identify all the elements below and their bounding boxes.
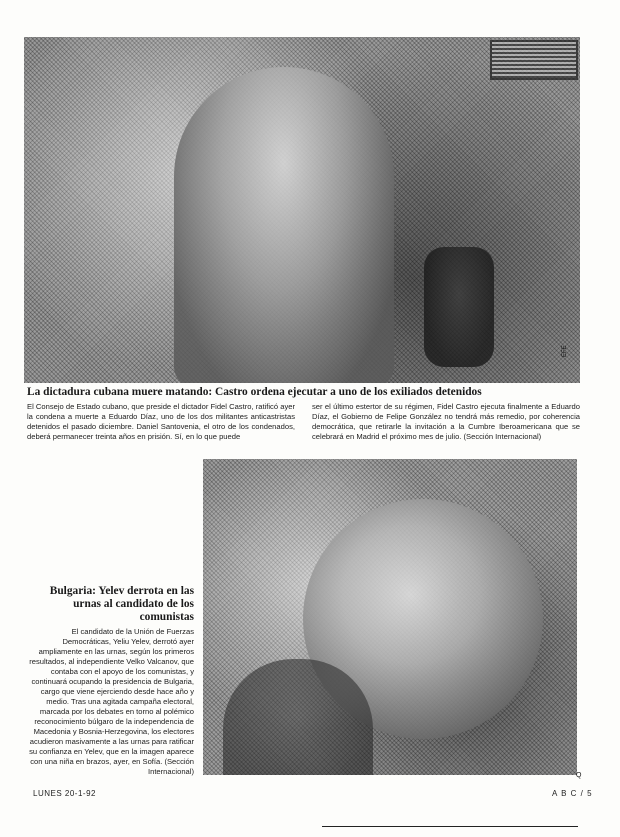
story-2-headline: Bulgaria: Yelev derrota en las urnas al candidato de los comunistas bbox=[49, 585, 194, 623]
story-1-body-right: ser el último estertor de su régimen, Fidel Castro ejecuta finalmente a Eduardo Díaz, el Gobierno de Felipe González no tendrá más remedio, por coherencia democrática, que retirarle la invitación a la Cumbre Iberoamericana que se celebrará en Madrid el próximo mes de julio. (Sección Internacional) bbox=[312, 402, 580, 441]
top-photo-credit: EFE bbox=[562, 345, 568, 357]
story-1-headline: La dictadura cubana muere matando: Castro ordena ejecutar a uno de los exiliados detenidos bbox=[27, 386, 482, 398]
footer-rule bbox=[322, 826, 578, 827]
photo-figure-hand bbox=[424, 247, 494, 367]
corner-stamp-graphic bbox=[490, 40, 578, 80]
yelev-photo bbox=[203, 459, 577, 775]
story-2-body: El candidato de la Unión de Fuerzas Democráticas, Yeliu Yelev, derrotó ayer ampliamente en las urnas, según los primeros resultados, al independiente Velko Valcanov, que contaba con el apoyo de los comunistas, y continuará ocupando la presidencia de Bulgaria, cargo que viene ejerciendo desde hace año y medio. Tras una agitada campaña electoral, marcada por los debates en torno al polémico reconocimiento búlgaro de la independencia de Macedonia y Bosnia-Herzegovina, los electores acudieron masivamente a las urnas para ratificar su confianza en Yelev, que en la imagen aparece con una niña en brazos, ayer, en Sofía. (Sección Internacional) bbox=[29, 627, 194, 776]
footer-date: LUNES 20-1-92 bbox=[33, 789, 96, 798]
story-1-body-left: El Consejo de Estado cubano, que preside el dictador Fidel Castro, ratificó ayer la condena a muerte a Eduardo Díaz, uno de los dos militantes anticastristas detenidos el pasado diciembre. Daniel Santovenia, el otro de los condenados, deberá permanecer treinta años en prisión. Sí, en lo que puede bbox=[27, 402, 295, 441]
footer-brand: A B C / 5 bbox=[552, 789, 593, 798]
castro-photo bbox=[24, 37, 580, 383]
photo-figure-castro bbox=[174, 67, 394, 383]
bottom-photo-credit: Q bbox=[576, 772, 582, 779]
